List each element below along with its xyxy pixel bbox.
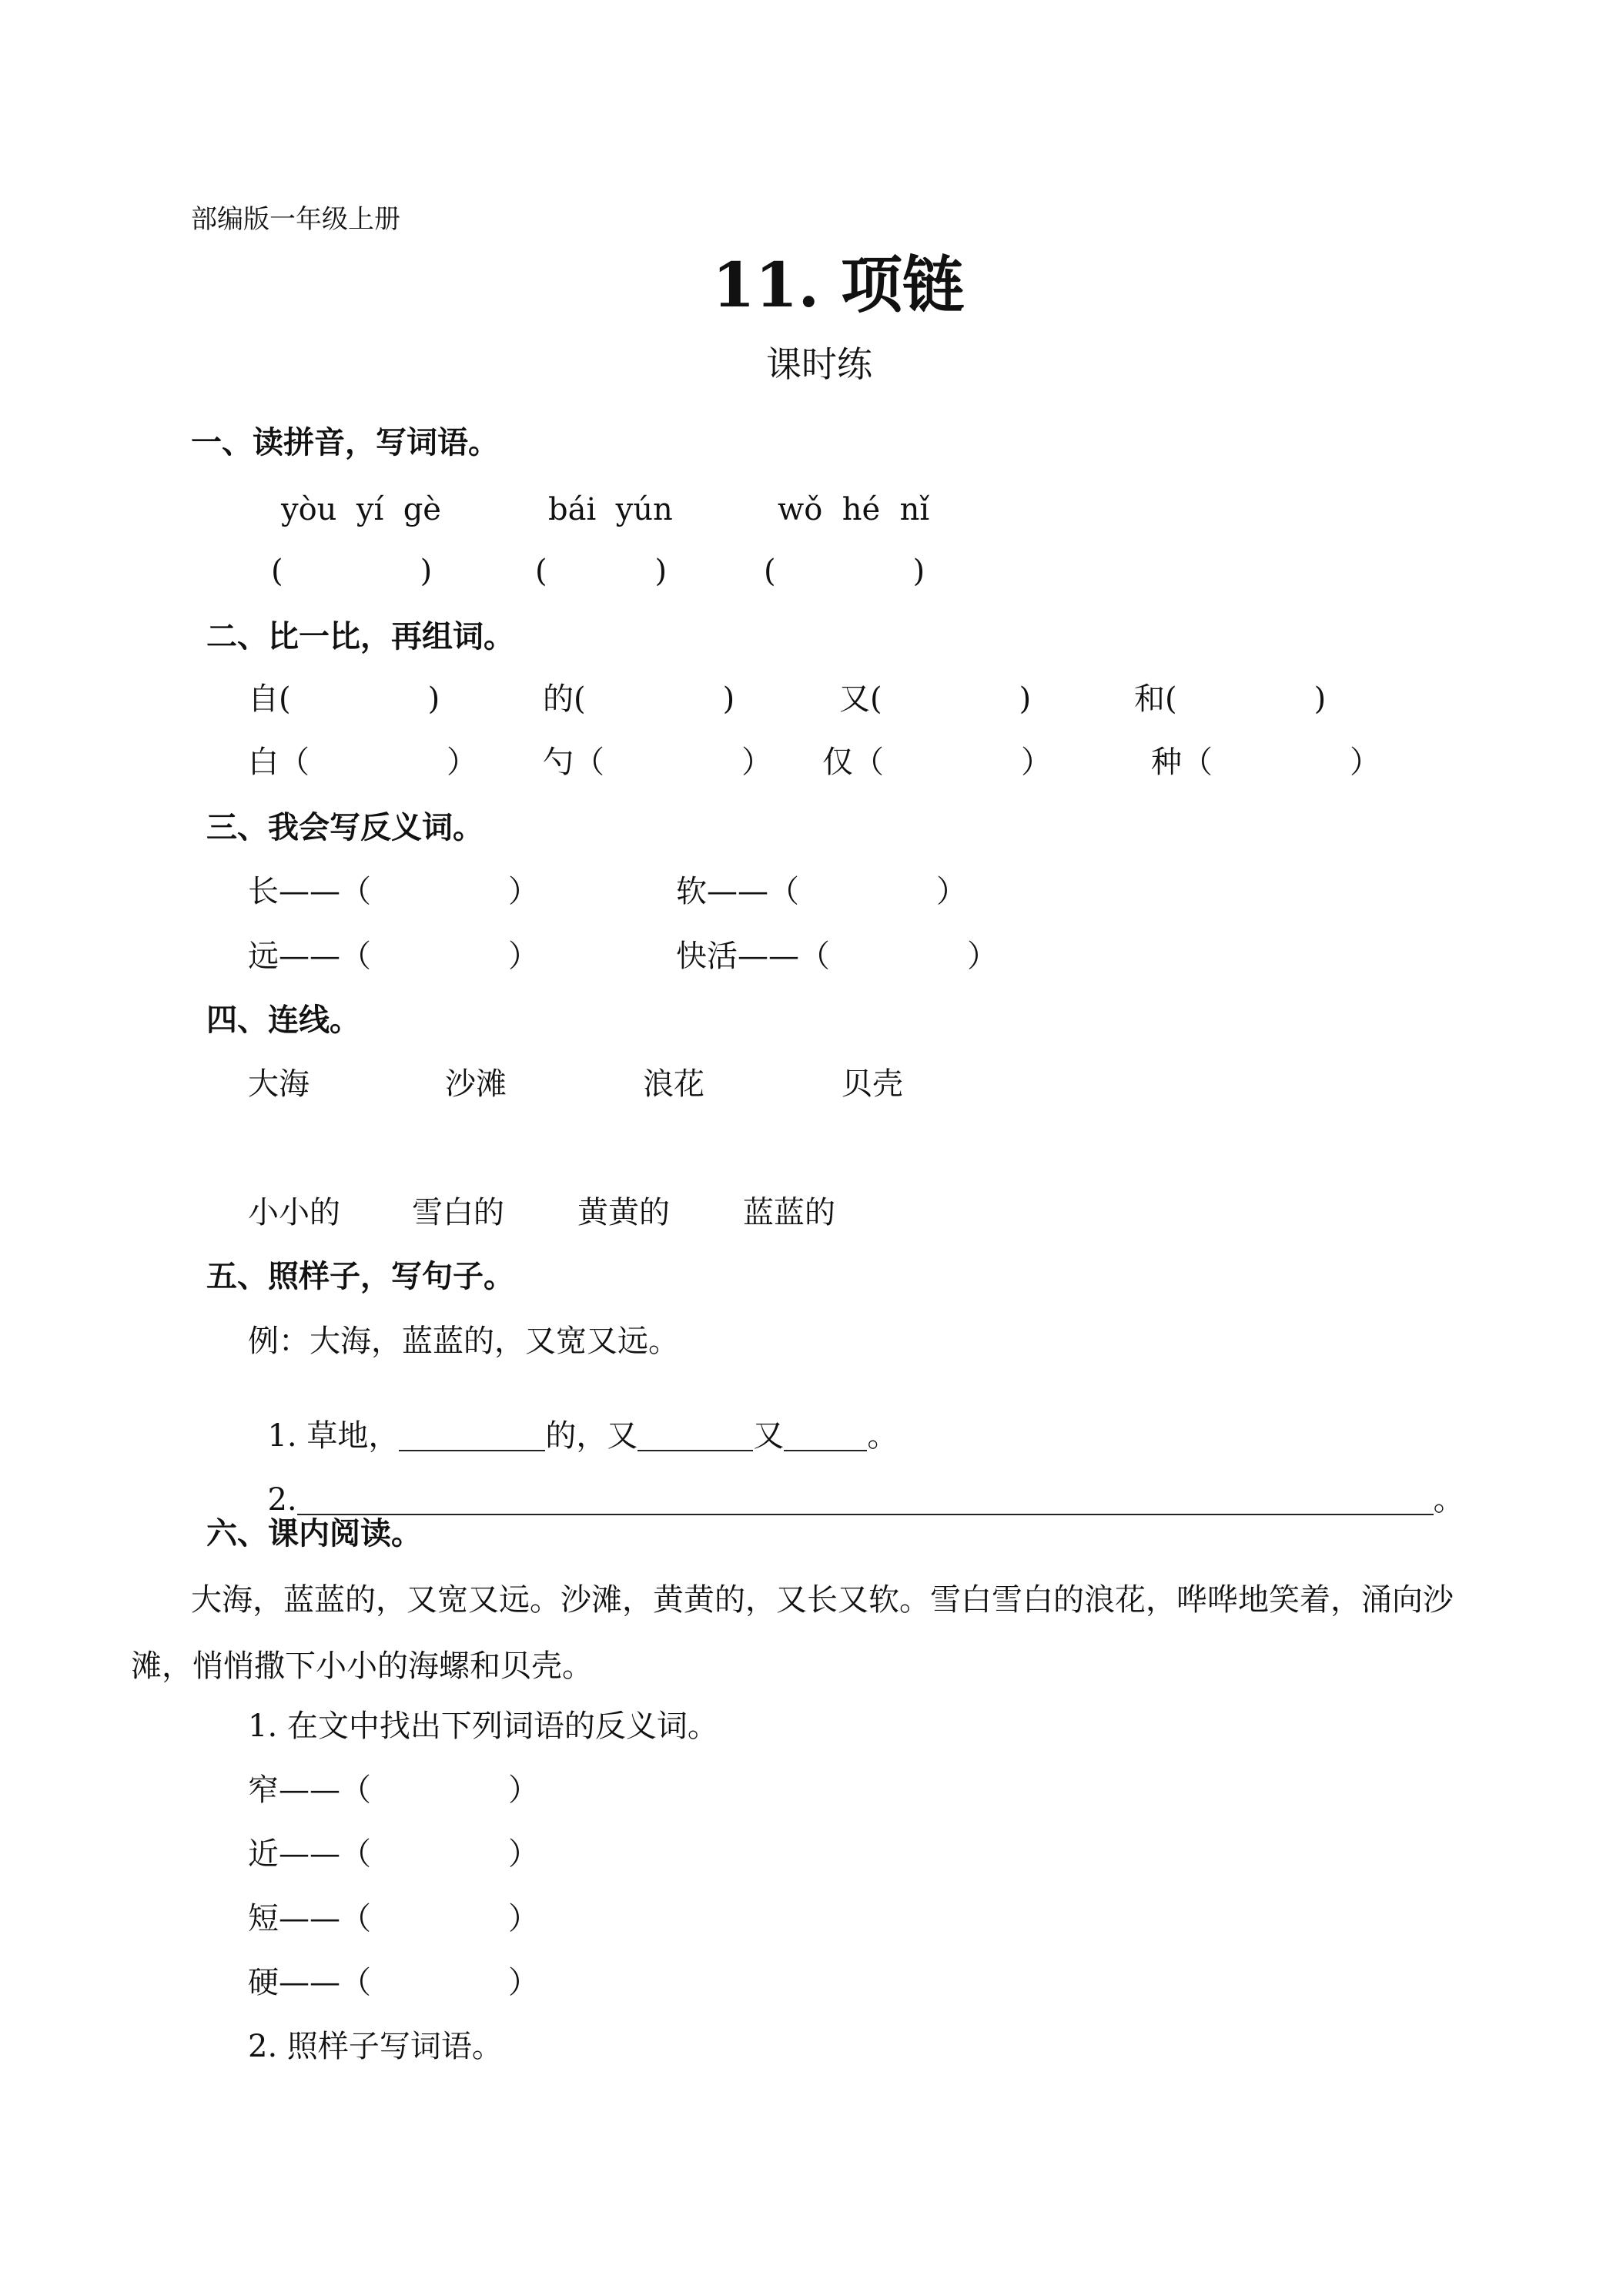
match-adjective[interactable]: 蓝蓝的 [743, 1195, 835, 1230]
pinyin-3: wǒ hé nǐ [778, 492, 930, 527]
match-noun[interactable]: 大海 [248, 1066, 310, 1102]
section-6-heading: 六、课内阅读。 [206, 1516, 422, 1551]
sentence-question-2 [248, 1454, 1464, 1518]
match-noun[interactable]: 沙滩 [445, 1066, 507, 1102]
page-title: 11. 项链 [712, 249, 965, 321]
compare-item[interactable]: 又( ) [839, 681, 1032, 717]
compare-item[interactable]: 勺（ ） [543, 745, 773, 780]
antonym-item[interactable]: 远——（ ） [248, 939, 540, 974]
antonym-item[interactable]: 快活——（ ） [676, 939, 999, 974]
antonym-item[interactable]: 短——（ ） [248, 1901, 540, 1936]
compare-item[interactable]: 白（ ） [248, 745, 478, 780]
match-adjective[interactable]: 黄黄的 [577, 1195, 670, 1230]
match-adjective[interactable]: 雪白的 [412, 1195, 504, 1230]
fill-line[interactable] [297, 1486, 1434, 1515]
q1-prefix: 1. 草地， [267, 1418, 400, 1454]
section-3-heading: 三、我会写反义词。 [206, 810, 484, 845]
match-noun[interactable]: 浪花 [643, 1066, 704, 1102]
answer-bracket-3[interactable]: ( ) [764, 554, 925, 589]
pinyin-1: yòu yí gè [281, 492, 441, 527]
antonym-item[interactable]: 近——（ ） [248, 1836, 540, 1872]
sentence-question-1 [248, 1390, 899, 1454]
fill-blank[interactable] [784, 1422, 867, 1451]
compare-item[interactable]: 种（ ） [1151, 745, 1381, 780]
answer-bracket-2[interactable]: ( ) [535, 554, 668, 589]
q1-mid2: 又 [753, 1418, 785, 1454]
compare-item[interactable]: 自( ) [248, 681, 440, 717]
example-sentence: 例：大海，蓝蓝的，又宽又远。 [248, 1324, 679, 1359]
edition-label: 部编版一年级上册 [191, 204, 400, 235]
pinyin-2: bái yún [548, 492, 673, 527]
fill-blank[interactable] [637, 1422, 753, 1451]
reading-question-1: 1. 在文中找出下列词语的反义词。 [248, 1709, 718, 1744]
compare-item[interactable]: 的( ) [543, 681, 735, 717]
section-2-heading: 二、比一比，再组词。 [206, 619, 514, 654]
match-adjective[interactable]: 小小的 [248, 1195, 340, 1230]
section-1-heading: 一、读拼音，写词语。 [191, 425, 499, 460]
q1-end: 。 [867, 1418, 899, 1454]
antonym-item[interactable]: 窄——（ ） [248, 1772, 540, 1808]
compare-item[interactable]: 仅（ ） [822, 745, 1052, 780]
q1-mid: 的，又 [545, 1418, 638, 1454]
section-4-heading: 四、连线。 [206, 1002, 360, 1038]
page-subtitle: 课时练 [766, 343, 872, 385]
compare-item[interactable]: 和( ) [1134, 681, 1327, 717]
antonym-item[interactable]: 硬——（ ） [248, 1965, 540, 2000]
q2-end: 。 [1433, 1482, 1464, 1518]
reading-question-2: 2. 照样子写词语。 [248, 2029, 503, 2064]
answer-bracket-1[interactable]: ( ) [271, 554, 433, 589]
antonym-item[interactable]: 长——（ ） [248, 874, 540, 909]
section-5-heading: 五、照样子，写句子。 [206, 1259, 514, 1294]
fill-blank[interactable] [399, 1422, 545, 1451]
reading-passage: 大海，蓝蓝的，又宽又远。沙滩，黄黄的，又长又软。雪白雪白的浪花，哗哗地笑着，涌向沙滩，悄悄撒下小小的海螺和贝壳。 [131, 1582, 1454, 1684]
match-noun[interactable]: 贝壳 [842, 1066, 903, 1102]
q2-prefix: 2. [267, 1482, 297, 1518]
antonym-item[interactable]: 软——（ ） [676, 874, 968, 909]
